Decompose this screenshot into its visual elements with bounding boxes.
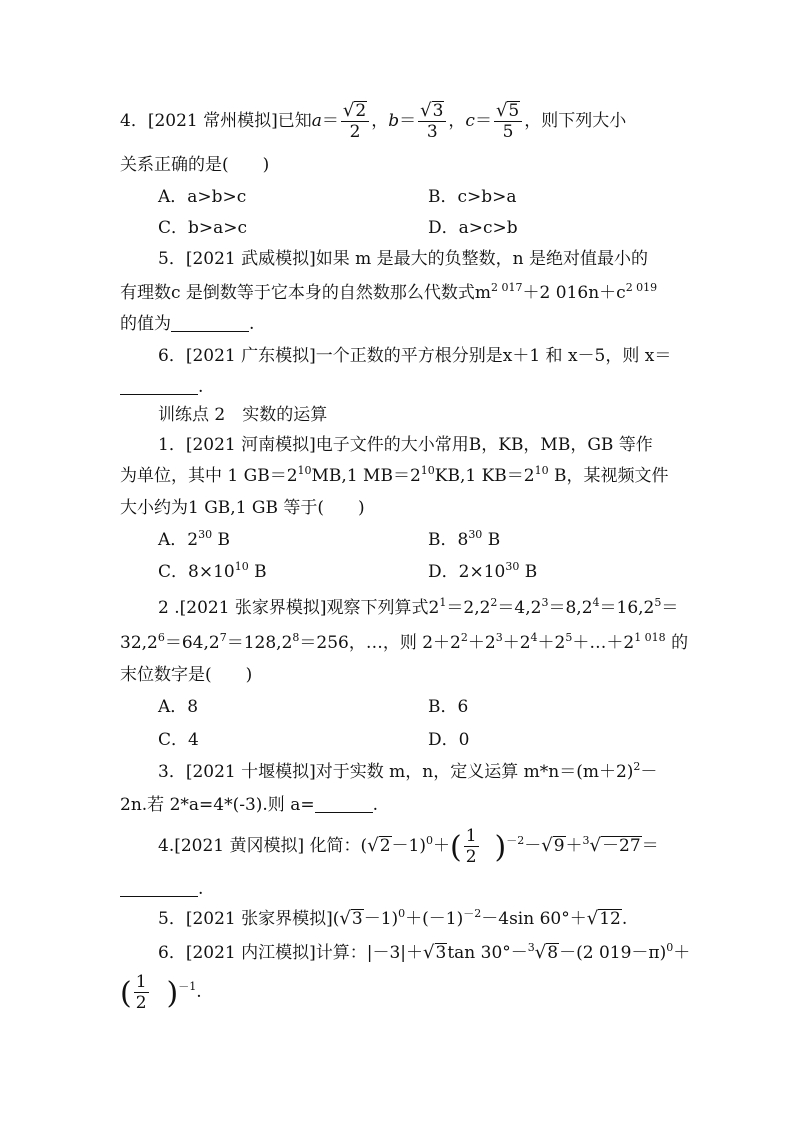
s2q1-line1: 1．[2021 河南模拟]电子文件的大小常用B，KB，MB，GB 等作 [158, 435, 653, 455]
option-b: B．$8^{30}$ B [428, 528, 501, 550]
option-b: B．6 [428, 697, 469, 717]
s2q6-line2: ( $\frac{1}{2}$ )$^{-1}$. [120, 972, 202, 1013]
section-title: 训练点 2 实数的运算 [158, 405, 328, 425]
answer-blank[interactable] [120, 880, 198, 897]
s2q1-line2: 为单位，其中 1 $GB=2^{10}MB,1$ $MB=2^{10}KB,1$ $KB=2^{10}$ B，某视频文件 [120, 464, 669, 486]
option-c: C．4 [158, 730, 199, 750]
option-d: D．a>c>b [428, 218, 518, 238]
q4-options-row2 [158, 217, 758, 239]
s2q2-line1: 2 .[2021 张家界模拟]观察下列算式$2^1=2,2^2=4,2^3=8,2^4=16,2^5=$ [158, 596, 679, 618]
option-c: C．$8\times 10^{10}$ B [158, 560, 267, 582]
q6-line1: 6．[2021 广东模拟]一个正数的平方根分别是x＋1 和 x－5，则 x＝ [158, 346, 672, 366]
s2q2-line3: 末位数字是( ) [120, 665, 253, 685]
s2q2-options-row1 [158, 696, 758, 718]
s2q2-line2: $32,2^6=64,2^7=128,2^8=256$，…，则 $2+2^2+2^3+2^4+2^5+\dots+2^{1 018}$ 的 [120, 631, 689, 653]
option-d: D．$2\times 10^{30}$ B [428, 560, 538, 582]
s2q1-options-row1 [158, 529, 758, 551]
option-a: A．8 [158, 697, 199, 717]
option-c: C．b>a>c [158, 218, 248, 238]
s2q1-line3: 大小约为1 GB,1 GB 等于( ) [120, 498, 365, 518]
answer-blank[interactable] [171, 315, 249, 332]
s2q3-line2: 2n.若 2*a=4*(-3).则 a= . [120, 795, 379, 815]
option-a: A．a>b>c [158, 187, 247, 207]
answer-blank[interactable] [315, 796, 373, 813]
q4-line2: 关系正确的是( ) [120, 155, 270, 175]
option-d: D．0 [428, 730, 470, 750]
s2q1-options-row2 [158, 561, 758, 583]
s2q4-line1: 4.[2021 黄冈模拟] 化简：$(√2-1)^0+$( $\frac{1}{2}$ )$^{-2}$－√9＋$^3$√－27＝ [158, 826, 659, 867]
s2q6-line1: 6．[2021 内江模拟]计算：|－3|＋√3tan 30°－$^3$√8－(2 019－π)$^0$＋ [158, 941, 691, 963]
q5-line3: 的值为 . [120, 314, 255, 334]
option-a: A．$2^{30}$ B [158, 528, 230, 550]
q4-line1: 4．[2021 常州模拟]已知a＝ $\frac{√2}{2}$ ，b＝ $\frac{√3}{3}$ ，c＝ $\frac{√5}{5}$ ，则下列大小 [120, 100, 627, 142]
q4-options-row1 [158, 186, 758, 208]
q6-line2: . [120, 376, 203, 398]
option-b: B．c>b>a [428, 187, 517, 207]
q5-line1: 5．[2021 武威模拟]如果 m 是最大的负整数，n 是绝对值最小的 [158, 249, 649, 269]
s2q5-line: 5．[2021 张家界模拟]$(√3-1)^0+(-1)^{-2}-4\sin$ 60°＋√12. [158, 907, 628, 929]
s2q4-line2: . [120, 878, 203, 900]
answer-blank[interactable] [120, 378, 198, 395]
s2q3-line1: 3．[2021 十堰模拟]对于实数 m，n，定义运算 $m*n=(m+2)^2-$ [158, 760, 658, 782]
q5-line2: 有理数c 是倒数等于它本身的自然数那么代数式$m^{2 017}+2$ $016n+c^{2 019}$ [120, 281, 658, 303]
s2q2-options-row2 [158, 729, 758, 751]
